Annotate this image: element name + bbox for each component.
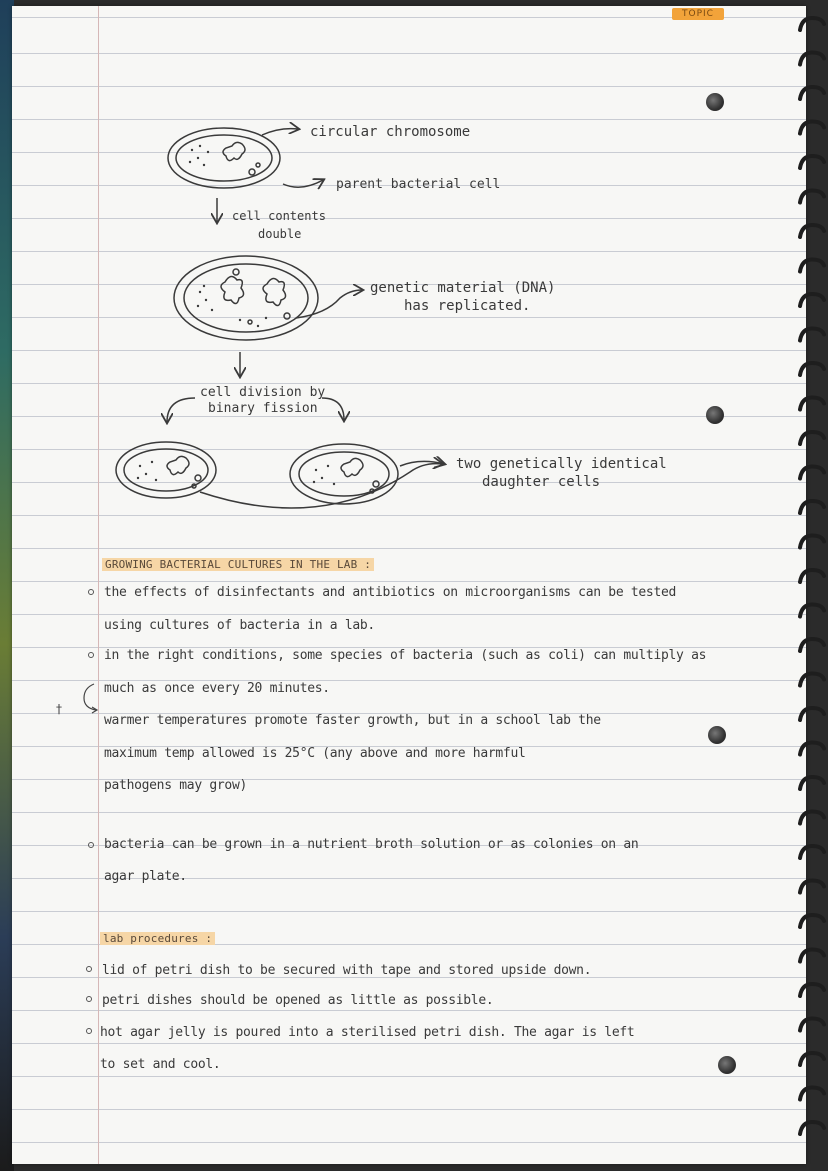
arrow-split-left [167, 398, 195, 422]
arrow-chromosome [262, 129, 298, 135]
spiral-coil [800, 1088, 824, 1100]
spiral-coil [800, 950, 824, 962]
punch-hole-4 [718, 1056, 736, 1074]
punch-hole-3 [708, 726, 726, 744]
spiral-coil [800, 881, 824, 893]
text-line: petri dishes should be opened as little as possible. [102, 993, 494, 1008]
daughter-cell-left [116, 442, 216, 498]
bullet-4 [86, 966, 92, 972]
spiral-coil [800, 708, 824, 720]
bullet-3 [88, 842, 94, 848]
bullet-6 [86, 1028, 92, 1034]
arrow-parent [283, 180, 323, 187]
label-parent-cell: parent bacterial cell [336, 177, 501, 192]
text-line: warmer temperatures promote faster growth, but in a school lab the [104, 713, 601, 728]
text-line: bacteria can be grown in a nutrient broth solution or as colonies on an [104, 837, 639, 852]
text-line: much as once every 20 minutes. [104, 681, 330, 696]
daughter-right-dots [313, 465, 335, 485]
bracket-arrow-icon [78, 680, 100, 720]
arrow-genetic [296, 290, 362, 318]
side-mark: † [56, 702, 62, 716]
label-division-1: cell division by [200, 385, 326, 400]
replicated-cell-dots [197, 285, 267, 327]
spiral-coil [800, 812, 824, 824]
binary-fission-diagram [0, 0, 828, 540]
label-division-2: binary fission [208, 401, 318, 416]
label-chromosome: circular chromosome [310, 124, 471, 140]
label-contents-2: double [258, 227, 302, 241]
arrow-split-right [322, 398, 344, 420]
spiral-coil [800, 1019, 824, 1031]
heading-highlight: lab procedures : [100, 932, 215, 945]
text-line: hot agar jelly is poured into a sterilised petri dish. The agar is left [100, 1025, 635, 1040]
bullet-1 [88, 589, 94, 595]
label-contents-1: cell contents [232, 209, 326, 223]
spiral-coil [800, 674, 824, 686]
text-line: pathogens may grow) [104, 778, 248, 793]
replicated-cell [174, 256, 318, 340]
spiral-coil [800, 743, 824, 755]
text-line: to set and cool. [100, 1057, 221, 1072]
text-line: using cultures of bacteria in a lab. [104, 618, 375, 633]
text-line: in the right conditions, some species of bacteria (such as coli) can multiply as [104, 648, 707, 663]
label-genetic-2: has replicated. [404, 298, 531, 314]
label-daughter-1: two genetically identical [456, 456, 667, 472]
text-line: agar plate. [104, 869, 187, 884]
bullet-5 [86, 996, 92, 1002]
heading-highlight: GROWING BACTERIAL CULTURES IN THE LAB : [102, 558, 374, 571]
parent-cell [168, 128, 280, 188]
spiral-coil [800, 1053, 824, 1065]
section-heading-lab [100, 922, 215, 955]
spiral-coil [800, 1122, 824, 1134]
text-line: maximum temp allowed is 25°C (any above and more harmful [104, 746, 526, 761]
bullet-2 [88, 652, 94, 658]
daughter-cell-right [290, 444, 398, 504]
daughter-left-dots [137, 461, 157, 481]
label-genetic-1: genetic material (DNA) [370, 280, 556, 296]
spiral-coil [800, 570, 824, 582]
parent-cell-dots [189, 145, 209, 166]
spiral-coil [800, 915, 824, 927]
spiral-coil [800, 777, 824, 789]
topic-tab: TOPIC [672, 8, 724, 20]
spiral-coil [800, 605, 824, 617]
text-line: the effects of disinfectants and antibiotics on microorganisms can be tested [104, 585, 677, 600]
spiral-coil [800, 639, 824, 651]
label-daughter-2: daughter cells [482, 474, 601, 490]
spiral-coil [800, 846, 824, 858]
spiral-coil [800, 984, 824, 996]
text-line: lid of petri dish to be secured with tape and stored upside down. [102, 963, 592, 978]
